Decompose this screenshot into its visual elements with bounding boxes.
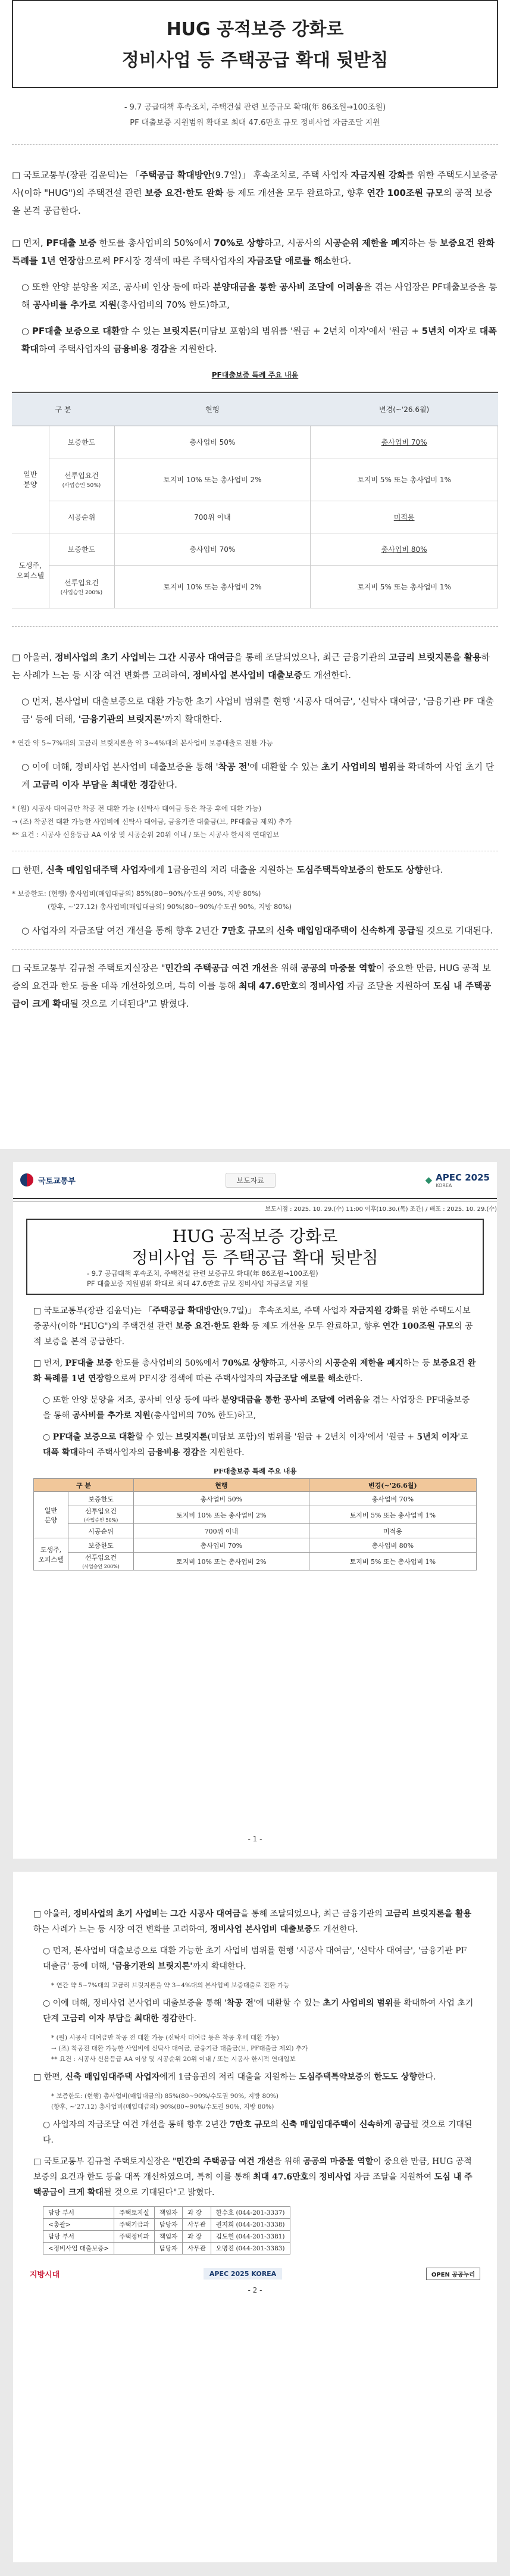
press-para-6: ○ 먼저, 본사업비 대출보증으로 대환 가능한 초기 사업비 범위를 현행 '시공사 대여금', '신탁사 대여금', '금융기관 PF 대출금' 등에 더해, '금융기관의 브릿지론'까지 확대한다. (43, 1946, 467, 1971)
th-category: 구 분 (12, 392, 114, 426)
page-1 (13, 1162, 497, 1859)
press-para-10: □ 국토교통부 김규철 주택토지실장은 "민간의 주택공급 여건 개선을 위해 공공의 마중물 역할이 중요한 만큼, HUG 공적 보증의 요건과 한도 등을 대폭 개선하였으며, 특히 이를 통해 최대 47.6만호의 정비사업 자금 조달을 지원하여 도심 내 주택공급이 크게 확대될 것으로 기대된다"고 밝혔다. (33, 2157, 473, 2197)
note-block-2: * (원) 시공사 대여금만 착공 전 대환 가능 (신탁사 대여금 등은 착공 후에 대환 가능) → (조) 착공전 대환 가능한 사업비에 신탁사 대여금, 금융기관 대출금(브, PF대출금 제외) 추가 ** 요건 : 시공사 신용등급 AA 이상 및 시공순위 20위 이내 / 또는 시공사 한시적 연대입보 (12, 804, 292, 839)
footer-logo-3: OPEN 공공누리 (426, 2268, 480, 2280)
contact-table: 담당 부서 주택토지실 책임자 과 장 한수호 (044-201-3337) <총괄> 주택기금과 담당자 사무관 권지희 (044-201-3338) 담당 부서 주택정비과 책임자 과 장 김도헌 (044-201-3381) <정비사업 대출보증> 담당자 사무관 오명진 (044-201-3383) (43, 2206, 290, 2255)
row-key: 보증한도 (49, 426, 114, 458)
para-10: □ 국토교통부 김규철 주택토지실장은 "민간의 주택공급 여건 개선을 위해 공공의 마중물 역할이 중요한 만큼, HUG 공적 보증의 요건과 한도 등을 대폭 개선하였으며, 특히 이를 통해 최대 47.6만호의 정비사업 자금 조달을 지원하여 도심 내 주택공급이 크게 확대될 것으로 기대된다"고 밝혔다. (12, 962, 492, 1009)
headline-line2: 정비사업 등 주택공급 확대 뒷받침 (121, 50, 389, 71)
press-header: HUG 공적보증 강화로 정비사업 등 주택공급 확대 뒷받침 - 9.7 공급대책 후속조치, 주택건설 관련 보증규모 확대(年 86조원→100조원) PF 대출보증 지원범위 확대로 최대 47.6만호 규모 정비사업 자금조달 지원 (26, 1219, 484, 1295)
row-new: 미적용 (311, 501, 498, 533)
row-key: 선투입요건 (사업승인 50%) (49, 458, 114, 501)
footer-logos (13, 2268, 497, 2280)
row-current: 총사업비 50% (114, 426, 311, 458)
subtitle-2: PF 대출보증 지원범위 확대로 최대 47.6만호 규모 정비사업 자금조달 지원 (130, 118, 380, 127)
subtitle-block (12, 100, 498, 131)
footer-logo-2: APEC 2025 KOREA (204, 2268, 282, 2280)
para-1: □ 국토교통부(장관 김윤덕)는 「주택공급 확대방안(9.7일)」 후속조치로, 주택 사업자 자금지원 강화를 위한 주택도시보증공사(이하 "HUG")의 주택건설 관련 보증 요건·한도 완화 등 제도 개선을 모두 완료하고, 향후 연간 100조원 규모의 공적 보증을 본격 공급한다. (12, 170, 498, 216)
pf-table (12, 392, 498, 608)
press-para-1: □ 국토교통부(장관 김윤덕)는 「주택공급 확대방안(9.7일)」 후속조치로, 주택 사업자 자금지원 강화를 위한 주택도시보증공사(이하 "HUG")의 주택건설 관련 보증 요건·한도 완화 등 제도 개선을 모두 완료하고, 향후 연간 100조원 규모의 공적 보증을 본격 공급한다. (33, 1306, 473, 1347)
press-table-caption: PF대출보증 특례 주요 내용 (213, 1467, 297, 1475)
row-key: 보증한도 (49, 533, 114, 565)
th-current: 현행 (114, 392, 311, 426)
para-2: □ 먼저, PF대출 보증 한도를 총사업비의 50%에서 70%로 상향하고, 시공사의 시공순위 제한을 폐지하는 등 보증요건 완화 특례를 1년 연장함으로써 PF시장 경색에 따른 주택사업자의 자금조달 애로를 해소한다. (12, 238, 495, 266)
doc-type-badge: 보도자료 (226, 1173, 276, 1188)
emblem-icon (20, 1173, 33, 1186)
row-new: 토지비 5% 또는 총사업비 1% (311, 458, 498, 501)
ministry-logo: 국토교통부 (20, 1173, 76, 1186)
press-para-8: □ 한편, 신축 매입임대주택 사업자에게 1금융권의 저리 대출을 지원하는 도심주택특약보증의 한도도 상향한다. (33, 2072, 436, 2082)
page-number-1: - 1 - (248, 1835, 262, 1843)
press-para-2: □ 먼저, PF대출 보증 한도를 총사업비의 50%에서 70%로 상향하고, 시공사의 시공순위 제한을 폐지하는 등 보증요건 완화 특례를 1년 연장함으로써 PF시장 경색에 따른 주택사업자의 자금조달 애로를 해소한다. (33, 1359, 476, 1384)
row-current: 토지비 10% 또는 총사업비 2% (114, 565, 311, 608)
press-para-3: ○ 또한 안양 분양을 저조, 공사비 인상 등에 따라 분양대금을 통한 공사비 조달에 어려움을 겪는 사업장은 PF대출보증을 통해 공사비를 추가로 지원(총사업비의 70% 한도)하고, (43, 1395, 470, 1420)
para-9: ○ 사업자의 자금조달 여건 개선을 통해 향후 2년간 7만호 규모의 신축 매입임대주택이 신속하게 공급될 것으로 기대된다. (21, 925, 493, 936)
para-5: □ 아울러, 정비사업의 초기 사업비는 그간 시공사 대여금을 통해 조달되었으나, 최근 금융기관의 고금리 브릿지론을 활용하는 사례가 느는 등 시장 여건 변화를 고려하여, 정비사업 본사업비 대출보증도 개선한다. (12, 651, 490, 680)
para-3: ○ 또한 안양 분양을 저조, 공사비 인상 등에 따라 분양대금을 통한 공사비 조달에 어려움을 겪는 사업장은 PF대출보증을 통해 공사비를 추가로 지원(총사업비의 70% 한도)하고, (21, 282, 498, 310)
row-key: 선투입요건 (사업승인 200%) (49, 565, 114, 608)
row-current: 토지비 10% 또는 총사업비 2% (114, 458, 311, 501)
para-6: ○ 먼저, 본사업비 대출보증으로 대환 가능한 초기 사업비 범위를 현행 '시공사 대여금', '신탁사 대여금', '금융기관 PF 대출금' 등에 더해, '금융기관의 브릿지론'까지 확대한다. (21, 695, 495, 725)
th-changed: 변경(~'26.6월) (311, 392, 498, 426)
apec-logo: ◆ APEC 2025 KOREA (425, 1172, 490, 1188)
press-para-9: ○ 사업자의 자금조달 여건 개선을 통해 향후 2년간 7만호 규모의 신축 매입임대주택이 신속하게 공급될 것으로 기대된다. (43, 2120, 473, 2145)
row-current: 총사업비 70% (114, 533, 311, 565)
group-general: 일반 분양 (12, 426, 49, 533)
page-number-2: - 2 - (248, 2286, 262, 2294)
press-para-4: ○ PF대출 보증으로 대환할 수 있는 브릿지론(미담보 포함)의 범위를 '원금 + 2년치 이자'에서 '원금 + 5년치 이자'로 대폭 확대하여 주택사업자의 금융비용 경감을 지원한다. (43, 1432, 468, 1457)
row-key: 시공순위 (49, 501, 114, 533)
summary-header (12, 0, 498, 88)
press-topbar (13, 1162, 497, 1198)
row-new: 토지비 5% 또는 총사업비 1% (311, 565, 498, 608)
row-new: 총사업비 70% (311, 426, 498, 458)
group-officetel: 도생주, 오피스텔 (12, 533, 49, 608)
row-current: 700위 이내 (114, 501, 311, 533)
footer-logo-1: 지방시대 (30, 2271, 60, 2280)
row-new: 총사업비 80% (311, 533, 498, 565)
press-para-7: ○ 이에 더해, 정비사업 본사업비 대출보증을 통해 '착공 전'에 대환할 수 있는 초기 사업비의 범위를 확대하여 사업 초기 단계 고금리 이자 부담을 최대한 경감한다. (43, 1999, 474, 2024)
press-pf-table: 구 분 현행 변경(~'26.6월) 일반 분양 보증한도 총사업비 50% 총사업비 70% 선투입요건 (사업승인 50%) 토지비 10% 또는 총사업비 2% 토지비 5% 또는 총사업비 1% 시공순위 700위 이내 미적용 도생주, 오피스텔 보증한도 총사업비 70% 총사업비 80% 선투입요건 (사업승인 200%) 토지비 10% 또는 총사업비 2% 토지비 5% 또는 총사업비 1% (33, 1478, 477, 1570)
subtitle-1: - 9.7 공급대책 후속조치, 주택건설 관련 보증규모 확대(年 86조원→100조원) (124, 103, 386, 112)
summary-section (12, 0, 498, 1021)
note-block-3: * 보증한도: (현행) 총사업비(매입대금의) 85%(80~90%/수도권 90%, 지방 80%) (향후, ~'27.12) 총사업비(매입대금의) 90%(80~90%/수도권 90%, 지방 80%) (12, 889, 292, 911)
para-8: □ 한편, 신축 매입임대주택 사업자에게 1금융권의 저리 대출을 지원하는 도심주택특약보증의 한도도 상향한다. (12, 864, 443, 875)
press-para-5: □ 아울러, 정비사업의 초기 사업비는 그간 시공사 대여금을 통해 조달되었으나, 최근 금융기관의 고금리 브릿지론을 활용하는 사례가 느는 등 시장 여건 변화를 고려하여, 정비사업 본사업비 대출보증도 개선한다. (33, 1909, 472, 1934)
table-caption: PF대출보증 특례 주요 내용 (211, 371, 299, 379)
para-7: ○ 이에 더해, 정비사업 본사업비 대출보증을 통해 '착공 전'에 대환할 수 있는 초기 사업비의 범위를 확대하여 사업 초기 단계 고금리 이자 부담을 최대한 경감한다. (21, 761, 495, 790)
page-2: □ 아울러, 정비사업의 초기 사업비는 그간 시공사 대여금을 통해 조달되었으나, 최근 금융기관의 고금리 브릿지론을 활용하는 사례가 느는 등 시장 여건 변화를 고려하여, 정비사업 본사업비 대출보증도 개선한다. ○ 먼저, 본사업비 대출보증으로 대환 가능한 초기 사업비 범위를 현행 '시공사 대여금', '신탁사 대여금', '금융기관 PF 대출금' 등에 더해, '금융기관의 브릿지론'까지 확대한다. * 연간 약 5~7%대의 고금리 브릿지론을 약 3~4%대의 본사업비 보증대출로 전환 가능 ○ 이에 더해, 정비사업 본사업비 대출보증을 통해 '착공 전'에 대환할 수 있는 초기 사업비의 범위를 확대하여 사업 초기 단계 고금리 이자 부담을 최대한 경감한다. * (원) 시공사 대여금만 착공 전 대환 가능 (신탁사 대여금 등은 착공 후에 대환 가능) → (조) 착공전 대환 가능한 사업비에 신탁사 대여금, 금융기관 대출금(브, PF대출금 제외) 추가 ** 요건 : 시공사 신용등급 AA 이상 및 시공순위 20위 이내 / 또는 시공사 한시적 연대입보 □ 한편, 신축 매입임대주택 사업자에게 1금융권의 저리 대출을 지원하는 도심주택특약보증의 한도도 상향한다. * 보증한도: (현행) 총사업비(매입대금의) 85%(80~90%/수도권 90%, 지방 80%) (향후, ~'27.12) 총사업비(매입대금의) 90%(80~90%/수도권 90%, 지방 80%) ○ 사업자의 자금조달 여건 개선을 통해 향후 2년간 7만호 규모의 신축 매입임대주택이 신속하게 공급될 것으로 기대된다. □ 국토교통부 김규철 주택토지실장은 "민간의 주택공급 여건 개선을 위해 공공의 마중물 역할이 중요한 만큼, HUG 공적 보증의 요건과 한도 등을 대폭 개선하였으며, 특히 이를 통해 최대 47.6만호의 정비사업 자금 조달을 지원하여 도심 내 주택공급이 크게 확대될 것으로 기대된다"고 밝혔다. 담당 부서 주택토지실 책임자 과 장 한수호 (044-201-3337) <총괄> 주택기금과 담당자 사무관 권지희 (044-201-3338) 담당 부서 주택정비과 책임자 과 장 김도헌 (044-201-3381) <정비사업 대출보증> 담당자 사무관 오명진 (044-201-3383) 지방시대 APEC 2025 KOREA OPEN 공공누리 - 2 - (13, 1872, 497, 2562)
para-4: ○ PF대출 보증으로 대환할 수 있는 브릿지론(미담보 포함)의 범위를 '원금 + 2년치 이자'에서 '원금 + 5년치 이자'로 대폭 확대하여 주택사업자의 금융비용 경감을 지원한다. (21, 326, 497, 354)
embargo-line: 보도시점 : 2025. 10. 29.(수) 11:00 이후(10.30.(목) 조간) / 배포 : 2025. 10. 29.(수) (265, 1206, 497, 1213)
headline-line1: HUG 공적보증 강화로 (166, 19, 344, 40)
note-1: * 연간 약 5~7%대의 고금리 브릿지론을 약 3~4%대의 본사업비 보증대출로 전환 가능 (12, 738, 273, 747)
